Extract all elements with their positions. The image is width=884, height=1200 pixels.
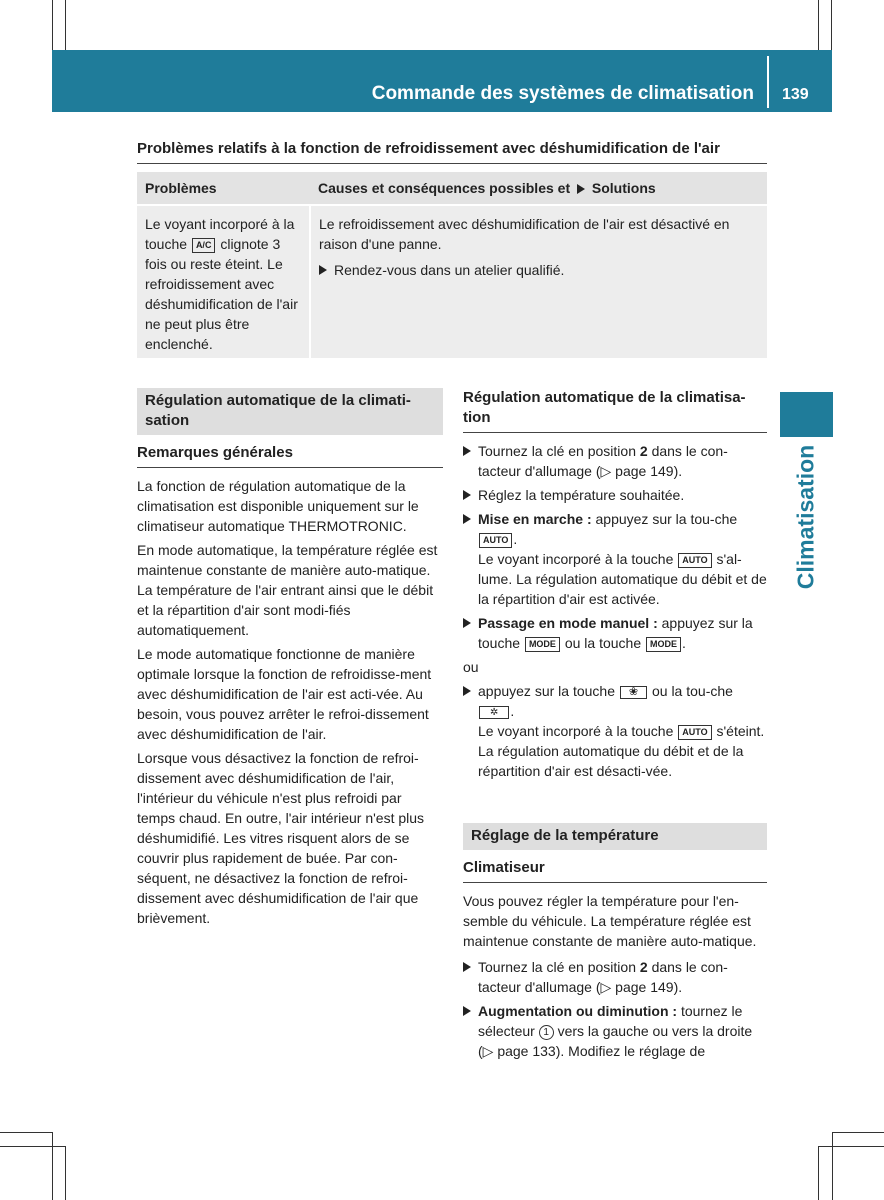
solution-item [319,260,759,280]
step-text: dans le con-tacteur d'allumage (▷ page 149). [478,443,728,479]
step-text: appuyez sur la touche [478,615,753,651]
arrow-icon [463,1006,471,1016]
step-bold: Augmentation ou diminution : [478,1003,678,1019]
subheading: Régulation automatique de la climatisa-tion [463,388,767,433]
solution-text: Rendez-vous dans un atelier qualifié. [334,262,565,278]
table-header-causes [310,172,767,205]
crop-mark [0,1146,65,1147]
paragraph: En mode automatique, la température réglée est maintenue constante de manière auto-matique. La température de l'air entrant ainsi que le débit et la répartition d'air sont modi-fiés automatiquement. [137,542,438,638]
ac-button-icon: A/C [192,238,216,253]
step-item [463,485,767,505]
crop-mark [65,0,66,50]
arrow-icon [577,184,585,194]
right-column [463,388,767,1065]
fan-button-icon: ❀ [620,686,647,699]
side-tab-label: Climatisation [792,444,819,590]
crop-mark [831,0,832,50]
table-header-row [137,172,767,205]
table-header-solutions: Solutions [591,180,656,196]
table-row [137,205,767,358]
header-title: Commande des systèmes de climatisation [371,83,754,104]
step-text: ou la tou-che [651,683,733,699]
section-heading: Régulation automatique de la climati-sation [137,388,443,435]
step-item: Passage en mode manuel : appuyez sur la touche MODE ou la touche MODE . [463,613,767,653]
crop-mark [65,1146,66,1200]
fan-small-button-icon: ✲ [479,706,509,719]
step-item: Mise en marche : appuyez sur la tou-che AUTO . Le voyant incorporé à la touche AUTO s'al-lume. La régulation automatique du débit et de la répartition d'air est activée. [463,509,767,609]
step-text: tournez le sélecteur [478,1003,743,1039]
step-bold: 2 [639,443,648,459]
step-text: vers la gauche ou vers la droite (▷ page 133). Modifiez le réglage de [478,1023,753,1059]
paragraph: Vous pouvez régler la température pour l'en-semble du véhicule. La température réglée est maintenue constante de manière auto-matique. [463,893,757,949]
paragraph: Le mode automatique fonctionne de manière optimale lorsque la fonction de refroidisse-ment avec déshumidification de l'air est acti-vée. Au besoin, vous pouvez arrêter le refroi-dissement avec déshumidification de l'air. [137,646,432,742]
step-item: appuyez sur la touche ❀ ou la tou-che ✲ . Le voyant incorporé à la touche AUTO s'éteint. La régulation automatique du débit et de la répartition d'air est désacti-vée. [463,681,767,781]
step-item [463,957,767,997]
step-note: Le voyant incorporé à la touche [478,551,674,567]
step-item [463,441,767,481]
step-text: appuyez sur la touche [478,683,615,699]
step-text: ou la touche [564,635,642,651]
step-bold: 2 [639,959,648,975]
mode-down-button-icon: MODE [646,637,681,652]
step-note: s'al-lume. La régulation automatique du débit et de la répartition d'air est activée. [478,551,767,607]
arrow-icon [463,618,471,628]
arrow-icon [463,490,471,500]
arrow-icon [463,446,471,456]
page-number: 139 [782,86,809,103]
step-note: Le voyant incorporé à la touche [478,723,674,739]
crop-mark [52,0,53,50]
step-text: Tournez la clé en position [478,443,636,459]
problem-text-cont: clignote 3 fois ou reste éteint. Le refroidissement avec déshumidification de l'air ne peut plus être enclenché. [145,236,298,352]
step-text: appuyez sur la tou-che [595,511,738,527]
number-circle-icon: 1 [539,1025,554,1040]
step-bold: Mise en marche : [478,511,592,527]
subheading: Remarques générales [137,435,443,468]
problem-text: Le voyant incorporé à la touche [145,216,295,252]
or-text: ou [463,659,479,675]
crop-mark [818,1146,819,1200]
section-title: Problèmes relatifs à la fonction de refroidissement avec déshumidification de l'air [137,140,767,164]
step-bold: Passage en mode manuel : [478,615,658,631]
arrow-icon [463,962,471,972]
problem-cell [137,205,310,358]
step-text: dans le con-tacteur d'allumage (▷ page 149). [478,959,728,995]
crop-mark [832,1132,833,1200]
arrow-icon [463,514,471,524]
arrow-icon [319,265,327,275]
crop-mark [818,1146,884,1147]
auto-button-icon: AUTO [479,533,512,548]
section-heading: Réglage de la température [463,823,767,850]
left-column [137,388,443,932]
auto-button-icon: AUTO [678,553,711,568]
page-header [52,50,832,112]
header-divider [767,56,769,108]
step-text: Réglez la température souhaitée. [478,487,685,503]
table-header-causes-text: Causes et conséquences possibles et [318,180,571,196]
table-header-problems: Problèmes [137,172,310,205]
step-text: Tournez la clé en position [478,959,636,975]
paragraph: La fonction de régulation automatique de la climatisation est disponible uniquement sur le climatiseur automatique THERMOTRONIC. [137,478,419,534]
cause-cell [310,205,767,358]
crop-mark [818,0,819,50]
subheading: Climatiseur [463,850,767,883]
auto-button-icon: AUTO [678,725,711,740]
crop-mark [0,1132,52,1133]
step-item [463,1001,767,1061]
step-note: s'éteint. La régulation automatique du débit et de la répartition d'air est désacti-vée. [478,723,765,779]
crop-mark [832,1132,884,1133]
paragraph: Lorsque vous désactivez la fonction de refroi-dissement avec déshumidification de l'air, l'intérieur du véhicule n'est plus refroidi par temps chaud. En outre, l'air intérieur n'est plus déshumidifié. Les vitres risquent alors de se couvrir plus rapidement de buée. Par con-séquent, ne désactivez la fonction de refroi-dissement avec déshumidification de l'air que brièvement. [137,750,425,926]
side-tab-marker [780,392,833,437]
arrow-icon [463,686,471,696]
crop-mark [52,1132,53,1200]
mode-up-button-icon: MODE [525,637,560,652]
cause-text: Le refroidissement avec déshumidification de l'air est désactivé en raison d'une panne. [319,216,730,252]
problems-table [137,172,767,358]
